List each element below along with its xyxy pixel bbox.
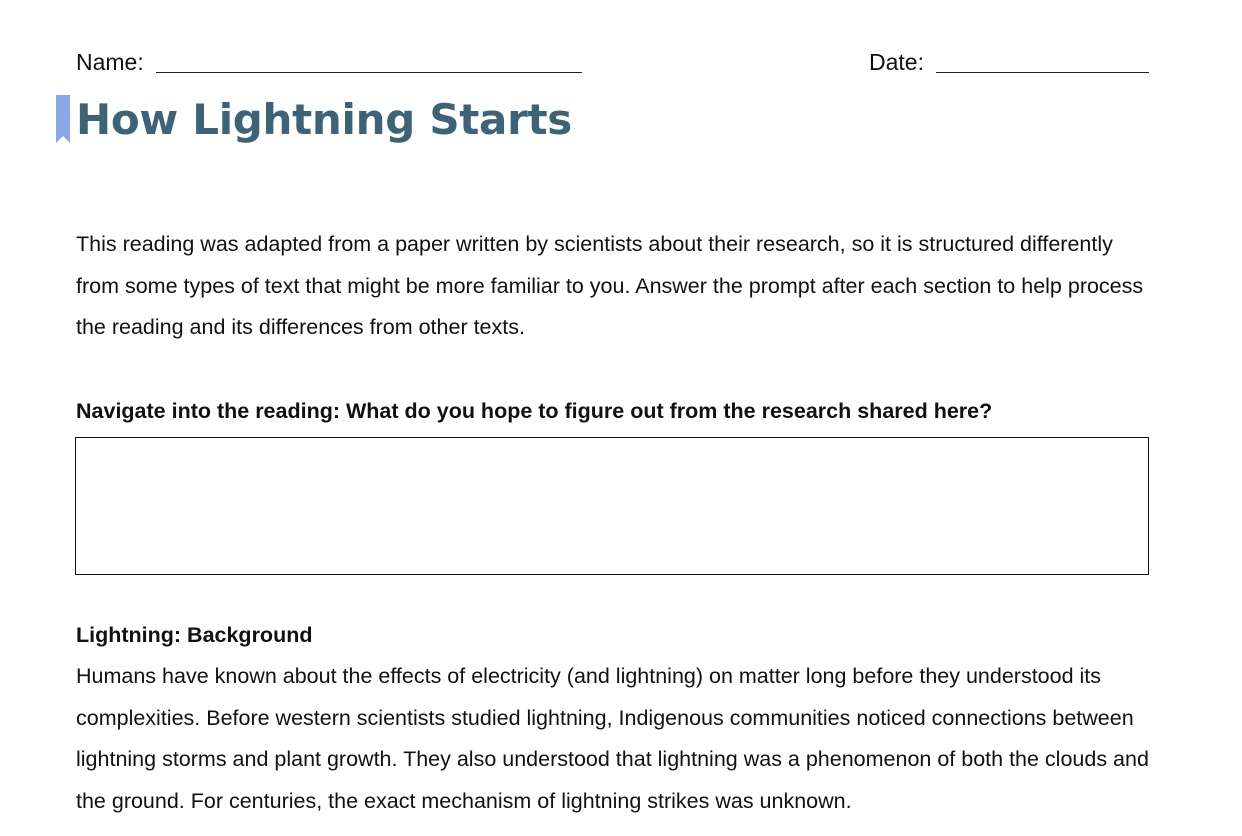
name-field-group [76, 46, 582, 78]
section-heading: Lightning: Background [76, 623, 313, 647]
date-blank-line[interactable] [936, 48, 1149, 73]
date-label: Date: [869, 49, 924, 75]
name-label: Name: [76, 49, 144, 75]
page-title: How Lightning Starts [76, 95, 572, 144]
section-body: Humans have known about the effects of electricity (and lightning) on matter long before they understood its complexities. Before western scientists studied lightning, Indigenous communities noticed connections between lightning storms and plant growth. They also understood that lightning was a phenomenon of both the clouds and the ground. For centuries, the exact mechanism of lightning strikes was unknown. [76, 664, 1149, 813]
bookmark-icon[interactable] [56, 95, 70, 143]
date-field-group [869, 46, 1149, 78]
answer-box[interactable] [75, 437, 1149, 575]
intro-paragraph: This reading was adapted from a paper written by scientists about their research, so it is structured differently from some types of text that might be more familiar to you. Answer the prompt after each section to help process the reading and its differences from other texts. [76, 232, 1144, 339]
header-row [76, 46, 1151, 80]
prompt-label: Navigate into the reading: What do you hope to figure out from the research shared here? [76, 399, 993, 423]
name-blank-line[interactable] [156, 48, 582, 73]
